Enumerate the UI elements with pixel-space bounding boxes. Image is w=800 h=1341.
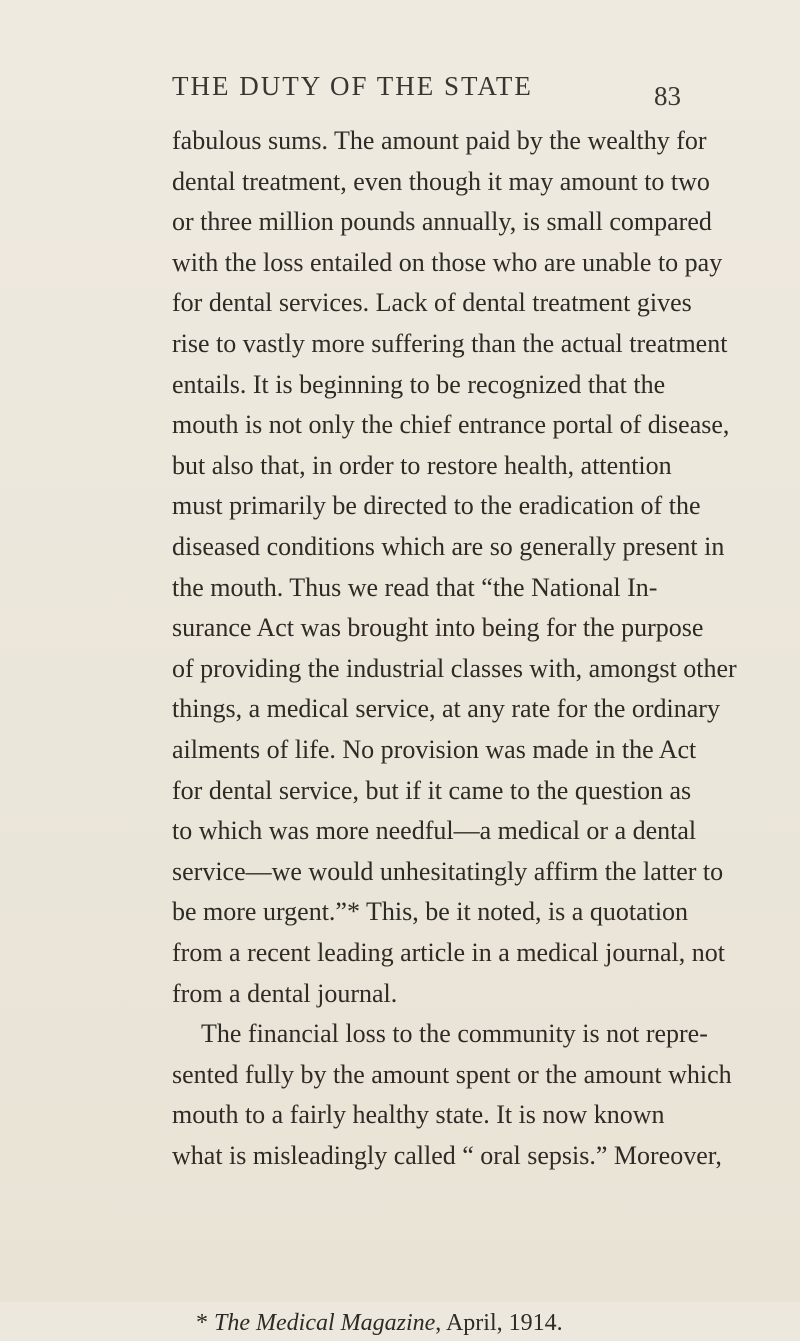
- text-line: things, a medical service, at any rate for the ordinary: [172, 694, 720, 724]
- text-line: the mouth. Thus we read that “the National In-: [172, 572, 658, 602]
- text-line: The financial loss to the community is not repre-: [201, 1019, 708, 1049]
- text-line: for dental services. Lack of dental treatment gives: [172, 288, 692, 318]
- footnote-marker: *: [196, 1310, 214, 1337]
- text-line: what is misleadingly called “ oral sepsis.” Moreover,: [172, 1141, 722, 1170]
- text-line: surance Act was brought into being for the purpose: [172, 613, 704, 643]
- text-line: but also that, in order to restore health, attention: [172, 450, 672, 480]
- text-line: or three million pounds annually, is small compared: [172, 207, 712, 237]
- text-line: mouth is not only the chief entrance portal of disease,: [172, 410, 730, 440]
- text-line: be more urgent.”* This, be it noted, is a quotation: [172, 897, 689, 927]
- text-line: ailments of life. No provision was made in the Act: [172, 735, 697, 764]
- text-line: fabulous sums. The amount paid by the wealthy for: [172, 126, 707, 155]
- text-line: to which was more needful—a medical or a dental: [172, 816, 697, 846]
- page-number: 83: [654, 81, 681, 111]
- text-line: [172, 1259, 653, 1297]
- text-line: dental treatment, even though it may amount to two: [172, 166, 710, 196]
- text-line: diseased conditions which are so generally present in: [172, 532, 725, 561]
- footnote-source: The Medical Magazine: [214, 1310, 436, 1337]
- text-line: with the loss entailed on those who are unable to pay: [172, 247, 723, 277]
- text-line: [172, 1218, 653, 1256]
- text-line: [172, 1178, 653, 1216]
- text-line: from a recent leading article in a medical journal, not: [172, 938, 725, 967]
- text-line: rise to vastly more suffering than the actual treatment: [172, 329, 728, 358]
- text-line: sented fully by the amount spent or the amount which: [172, 1059, 732, 1089]
- text-line: for dental service, but if it came to the question as: [172, 775, 692, 805]
- text-line: of providing the industrial classes with, amongst other: [172, 653, 737, 683]
- text-line: from a dental journal.: [172, 978, 398, 1008]
- running-title: THE DUTY OF THE STATE: [172, 71, 533, 101]
- footnote: [196, 1305, 656, 1341]
- text-line: entails. It is beginning to be recognized that the: [172, 369, 666, 399]
- text-line: mouth to a fairly healthy state. It is now known: [172, 1100, 665, 1130]
- text-line: must primarily be directed to the eradication of the: [172, 491, 701, 521]
- text-line: service—we would unhesitatingly affirm the latter to: [172, 856, 724, 886]
- footnote-date: , April, 1914.: [435, 1310, 563, 1337]
